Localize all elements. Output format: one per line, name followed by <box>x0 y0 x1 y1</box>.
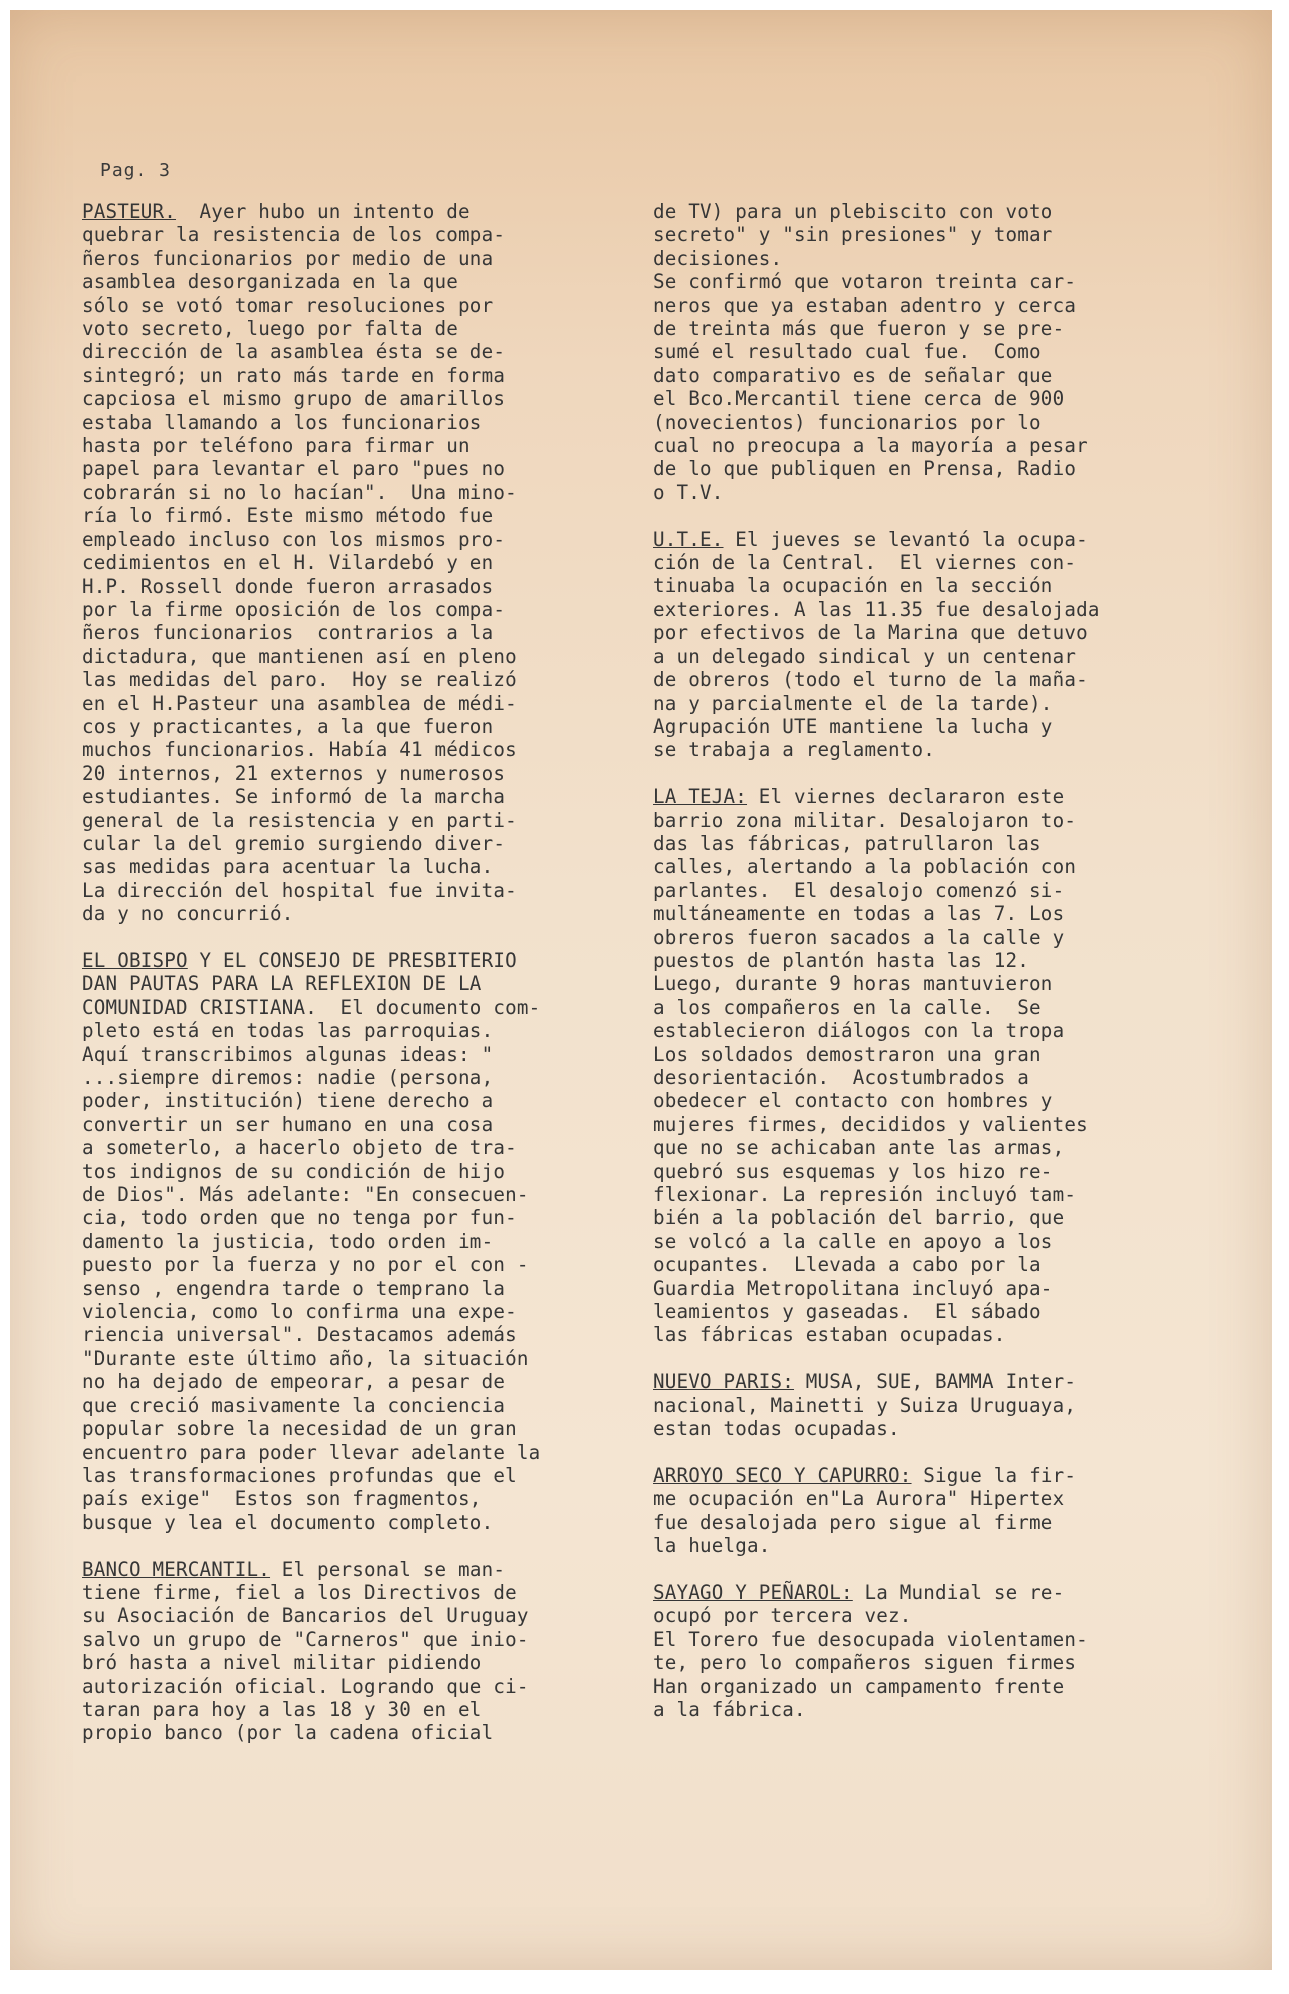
text-line: voto secreto, luego por falta de <box>82 317 459 341</box>
text-line: 20 internos, 21 externos y numerosos <box>82 761 506 785</box>
text-line: quebrar la resistencia de los compa- <box>82 223 506 247</box>
text-line: leamientos y gaseadas. El sábado <box>653 1300 1041 1324</box>
text-line: nacional, Mainetti y Suiza Uruguaya, <box>653 1393 1077 1417</box>
right-article-4 <box>653 1464 1213 1558</box>
text-line: encuentro para poder llevar adelante la <box>82 1440 541 1464</box>
article-heading: LA TEJA: <box>653 785 748 809</box>
text-line: Aquí transcribimos algunas ideas: " <box>82 1042 494 1066</box>
text-line: por efectivos de la Marina que detuvo <box>653 621 1088 645</box>
text-line: no ha dejado de empeorar, a pesar de <box>82 1370 506 1394</box>
text-line: exteriores. A las 11.35 fue desalojada <box>653 597 1100 621</box>
text-line: estaba llamando a los funcionarios <box>82 410 482 434</box>
text-line: a someterlo, a hacerlo objeto de tra- <box>82 1136 517 1160</box>
article-heading: PASTEUR. <box>82 200 177 223</box>
text-line: las medidas del paro. Hoy se realizó <box>82 668 517 692</box>
text-line: SAYAGO Y PEÑAROL: La Mundial se re- <box>653 1580 1065 1604</box>
text-line: ñeros funcionarios por medio de una <box>82 246 494 270</box>
text-line: país exige" Estos son fragmentos, <box>82 1487 482 1511</box>
text-line: cia, todo orden que no tenga por fun- <box>82 1206 517 1230</box>
text-line: violencia, como lo confirma una expe- <box>82 1300 517 1324</box>
text-line: taran para hoy a las 18 y 30 en el <box>82 1697 482 1721</box>
text-line: das las fábricas, patrullaron las <box>653 831 1041 855</box>
left-article-0 <box>82 200 632 926</box>
text-line: parlantes. El desalojo comenzó si- <box>653 878 1065 902</box>
article-heading: SAYAGO Y PEÑAROL: <box>653 1580 853 1604</box>
text-line: a los compañeros en la calle. Se <box>653 995 1041 1019</box>
text-line: calles, alertando a la población con <box>653 855 1077 879</box>
text-line: secreto" y "sin presiones" y tomar <box>653 223 1053 247</box>
text-line: el Bco.Mercantil tiene cerca de 900 <box>653 387 1065 411</box>
text-line: bró hasta a nivel militar pidiendo <box>82 1651 482 1675</box>
text-line: Guardia Metropolitana incluyó apa- <box>653 1276 1053 1300</box>
text-line: tiene firme, fiel a los Directivos de <box>82 1580 517 1604</box>
article-heading: ARROYO SECO Y CAPURRO: <box>653 1463 912 1487</box>
text-line: Se confirmó que votaron treinta car- <box>653 270 1077 294</box>
paragraph-gap <box>82 1534 632 1557</box>
text-line: cual no preocupa a la mayoría a pesar <box>653 434 1088 458</box>
text-line: pleto está en todas las parroquias. <box>82 1019 494 1043</box>
text-line: estan todas ocupadas. <box>653 1417 900 1441</box>
text-line: cobrarán si no lo hacían". Una mino- <box>82 480 517 504</box>
text-line: de TV) para un plebiscito con voto <box>653 200 1053 223</box>
text-line: damento la justicia, todo orden im- <box>82 1229 494 1253</box>
text-line: de treinta más que fueron y se pre- <box>653 317 1065 341</box>
text-line: sólo se votó tomar resoluciones por <box>82 293 494 317</box>
paper-sheet <box>10 10 1272 1970</box>
text-line: por la firme oposición de los compa- <box>82 597 506 621</box>
paragraph-gap <box>653 1347 1213 1370</box>
text-line: multáneamente en todas a las 7. Los <box>653 902 1065 926</box>
text-line: NUEVO PARIS: MUSA, SUE, BAMMA Inter- <box>653 1370 1077 1394</box>
text-line: flexionar. La represión incluyó tam- <box>653 1183 1077 1207</box>
paragraph-gap <box>653 1558 1213 1581</box>
text-line: sumé el resultado cual fue. Como <box>653 340 1041 364</box>
text-line: propio banco (por la cadena oficial <box>82 1721 494 1745</box>
text-line: muchos funcionarios. Había 41 médicos <box>82 738 517 762</box>
text-line: quebró sus esquemas y los hizo re- <box>653 1159 1053 1183</box>
text-line: tinuaba la ocupación en la sección <box>653 574 1053 598</box>
text-line: Los soldados demostraron una gran <box>653 1042 1041 1066</box>
text-line: cedimientos en el H. Vilardebó y en <box>82 551 494 575</box>
right-article-2 <box>653 785 1213 1347</box>
text-line: popular sobre la necesidad de un gran <box>82 1417 517 1441</box>
text-line: papel para levantar el paro "pues no <box>82 457 506 481</box>
text-line: dirección de la asamblea ésta se de- <box>82 340 506 364</box>
text-line: o T.V. <box>653 480 724 504</box>
text-line: sas medidas para acentuar la lucha. <box>82 855 494 879</box>
text-line: capciosa el mismo grupo de amarillos <box>82 387 506 411</box>
text-line: en el H.Pasteur una asamblea de médi- <box>82 691 517 715</box>
paragraph-gap <box>82 926 632 949</box>
text-line: su Asociación de Bancarios del Uruguay <box>82 1604 529 1628</box>
right-article-3 <box>653 1370 1213 1440</box>
text-line: que creció masivamente la conciencia <box>82 1393 506 1417</box>
article-heading: BANCO MERCANTIL. <box>82 1557 271 1581</box>
text-line: Luego, durante 9 horas mantuvieron <box>653 972 1053 996</box>
text-line: sintegró; un rato más tarde en forma <box>82 363 506 387</box>
text-line: asamblea desorganizada en la que <box>82 270 459 294</box>
text-line: bién a la población del barrio, que <box>653 1206 1065 1230</box>
text-line: BANCO MERCANTIL. El personal se man- <box>82 1557 506 1581</box>
text-line: ñeros funcionarios contrarios a la <box>82 621 494 645</box>
text-line: da y no concurrió. <box>82 902 294 926</box>
text-line: Han organizado un campamento frente <box>653 1674 1065 1698</box>
text-line: que no se achicaban ante las armas, <box>653 1136 1065 1160</box>
text-line: general de la resistencia y en parti- <box>82 808 517 832</box>
text-line: na y parcialmente el de la tarde). <box>653 691 1053 715</box>
text-line: se volcó a la calle en apoyo a los <box>653 1229 1053 1253</box>
left-article-2 <box>82 1558 632 1745</box>
text-line: dictadura, que mantienen así en pleno <box>82 644 517 668</box>
text-line: U.T.E. El jueves se levantó la ocupa- <box>653 527 1088 551</box>
article-heading: NUEVO PARIS: <box>653 1370 795 1394</box>
text-line: H.P. Rossell donde fueron arrasados <box>82 574 494 598</box>
text-line: convertir un ser humano en una cosa <box>82 1112 494 1136</box>
text-line: se trabaja a reglamento. <box>653 738 936 762</box>
text-line: empleado incluso con los mismos pro- <box>82 527 506 551</box>
left-column <box>82 200 632 1745</box>
right-article-5 <box>653 1581 1213 1721</box>
text-line: las transformaciones profundas que el <box>82 1463 517 1487</box>
text-line: hasta por teléfono para firmar un <box>82 434 470 458</box>
text-line: cular la del gremio surgiendo diver- <box>82 831 506 855</box>
text-line: de obreros (todo el turno de la maña- <box>653 668 1088 692</box>
text-line: ría lo firmó. Este mismo método fue <box>82 504 494 528</box>
text-line: riencia universal". Destacamos además <box>82 1323 517 1347</box>
text-line: a la fábrica. <box>653 1697 806 1721</box>
text-line: la huelga. <box>653 1534 771 1558</box>
text-line: mujeres firmes, decididos y valientes <box>653 1112 1088 1136</box>
text-line: dato comparativo es de señalar que <box>653 363 1053 387</box>
text-line: obreros fueron sacados a la calle y <box>653 925 1065 949</box>
text-line: de lo que publiquen en Prensa, Radio <box>653 457 1077 481</box>
text-line: autorización oficial. Logrando que ci- <box>82 1674 529 1698</box>
text-line: La dirección del hospital fue invita- <box>82 878 517 902</box>
text-line: estudiantes. Se informó de la marcha <box>82 785 506 809</box>
text-line: busque y lea el documento completo. <box>82 1510 494 1534</box>
text-line: decisiones. <box>653 246 783 270</box>
text-line: senso , engendra tarde o temprano la <box>82 1276 506 1300</box>
paragraph-gap <box>653 504 1213 527</box>
text-line: barrio zona militar. Desalojaron to- <box>653 808 1077 832</box>
text-line: neros que ya estaban adentro y cerca <box>653 293 1077 317</box>
left-article-1 <box>82 949 632 1534</box>
article-heading: EL OBISPO <box>82 948 188 972</box>
article-heading: U.T.E. <box>653 527 724 551</box>
text-line: PASTEUR. Ayer hubo un intento de <box>82 200 470 223</box>
text-line: poder, institución) tiene derecho a <box>82 1089 494 1113</box>
text-line: puestos de plantón hasta las 12. <box>653 948 1030 972</box>
text-line: establecieron diálogos con la tropa <box>653 1019 1065 1043</box>
text-line: (novecientos) funcionarios por lo <box>653 410 1041 434</box>
right-article-0 <box>653 200 1213 504</box>
text-line: COMUNIDAD CRISTIANA. El documento com- <box>82 995 541 1019</box>
text-line: salvo un grupo de "Carneros" que inio- <box>82 1627 529 1651</box>
text-line: las fábricas estaban ocupadas. <box>653 1323 1006 1347</box>
text-line: "Durante este último año, la situación <box>82 1346 529 1370</box>
text-line: Agrupación UTE mantiene la lucha y <box>653 714 1053 738</box>
page-number: Pag. 3 <box>100 160 172 181</box>
text-line: desorientación. Acostumbrados a <box>653 1066 1030 1089</box>
text-line: EL OBISPO Y EL CONSEJO DE PRESBITERIO <box>82 948 517 972</box>
text-line: DAN PAUTAS PARA LA REFLEXION DE LA <box>82 972 482 996</box>
right-article-1 <box>653 528 1213 762</box>
text-line: ...siempre diremos: nadie (persona, <box>82 1066 494 1090</box>
text-line: tos indignos de su condición de hijo <box>82 1159 506 1183</box>
paragraph-gap <box>653 1440 1213 1463</box>
text-line: ocupó por tercera vez. <box>653 1604 912 1628</box>
text-line: El Torero fue desocupada violentamen- <box>653 1627 1088 1651</box>
text-line: ción de la Central. El viernes con- <box>653 551 1077 575</box>
text-line: de Dios". Más adelante: "En consecuen- <box>82 1183 529 1207</box>
text-line: LA TEJA: El viernes declararon este <box>653 785 1065 809</box>
text-line: cos y practicantes, a la que fueron <box>82 714 494 738</box>
text-line: fue desalojada pero sigue al firme <box>653 1510 1053 1534</box>
text-line: ocupantes. Llevada a cabo por la <box>653 1253 1041 1277</box>
paragraph-gap <box>653 762 1213 785</box>
text-line: ARROYO SECO Y CAPURRO: Sigue la fir- <box>653 1463 1077 1487</box>
text-line: a un delegado sindical y un centenar <box>653 644 1077 668</box>
text-line: me ocupación en"La Aurora" Hipertex <box>653 1487 1065 1511</box>
right-column <box>653 200 1213 1721</box>
text-line: puesto por la fuerza y no por el con - <box>82 1253 529 1277</box>
text-line: te, pero lo compañeros siguen firmes <box>653 1651 1077 1675</box>
text-line: obedecer el contacto con hombres y <box>653 1089 1053 1113</box>
